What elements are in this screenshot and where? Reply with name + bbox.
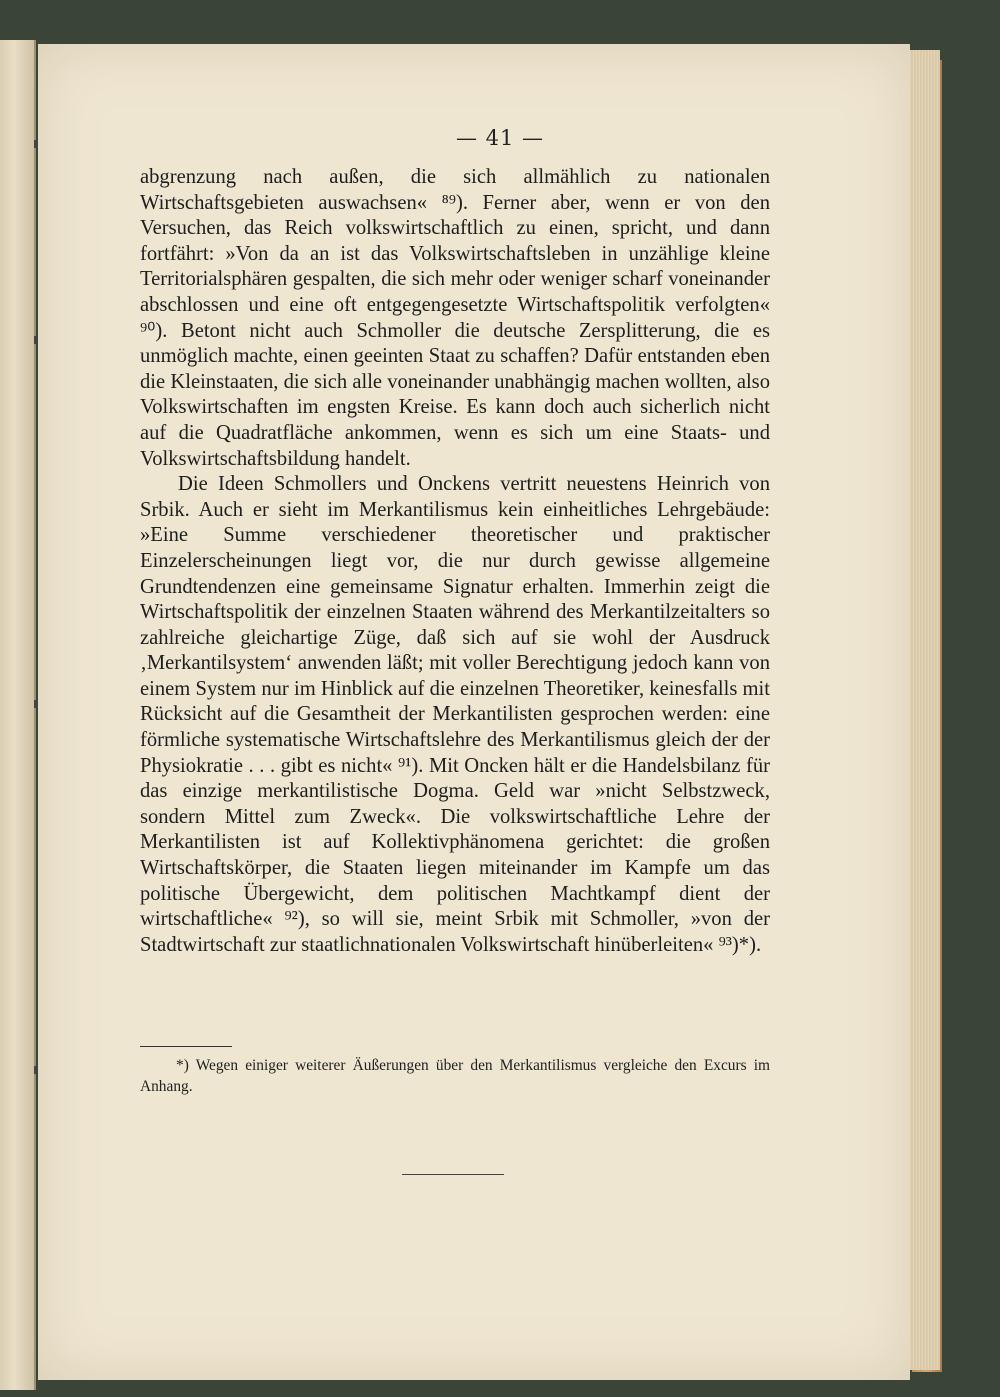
end-rule bbox=[402, 1174, 504, 1175]
footnote: *) Wegen einiger weiterer Äußerungen über den Merkantilismus vergleiche den Excurs im Anhang. bbox=[140, 1057, 770, 1095]
margin-mark bbox=[34, 336, 37, 344]
paragraph: abgrenzung nach außen, die sich allmählich zu nationalen Wirtschaftsgebieten auswachsen« ⁸⁹). Ferner aber, wenn er von den Versuchen, das Reich volkswirtschaftlich zu einen, spricht, und dann fortfährt: »Von da an ist das Volkswirtschaftsleben in unzählige kleine Territorialsphären gespalten, die sich mehr oder weniger scharf voneinander abschlossen und eine oft entgegengesetzte Wirtschaftspolitik verfolgten« ⁹⁰). Betont nicht auch Schmoller die deutsche Zersplitterung, die es unmöglich machte, einen geeinten Staat zu schaffen? Dafür entstanden eben die Kleinstaaten, die sich alle voneinander unabhängig machen wollten, also Volkswirtschaften im engsten Kreise. Es kann doch auch sicherlich nicht auf die Quadratfläche ankommen, wenn es sich um eine Staats- und Volkswirtschaftsbildung handelt. bbox=[140, 166, 770, 470]
paragraph: Die Ideen Schmollers und Onckens vertritt neuestens Heinrich von Srbik. Auch er sieht im Merkantilismus kein einheitliches Lehrgebäude: »Eine Summe verschiedener theoretischer und praktischer Einzelerscheinungen liegt vor, die nur durch gewisse allgemeine Grundtendenzen eine gemeinsame Signatur erhalten. Immerhin zeigt die Wirtschaftspolitik der einzelnen Staaten während des Merkantilzeitalters so zahlreiche gleichartige Züge, daß sich auf sie wohl der Ausdruck ‚Merkantilsystem‘ anwenden läßt; mit voller Berechtigung jedoch kann von einem System nur im Hinblick auf die einzelnen Theoretiker, keinesfalls mit Rücksicht auf die Gesamtheit der Merkantilisten gesprochen werden: eine förmliche systematische Wirtschaftslehre des Merkantilismus gleich der der Physiokratie . . . gibt es nicht« ⁹¹). Mit Oncken hält er die Handelsbilanz für das einzige merkantilistische Dogma. Geld war »nicht Selbstzweck, sondern Mittel zum Zweck«. Die volkswirtschaftliche Lehre der Merkantilisten ist auf Kollektivphänomena gerichtet: die großen Wirtschaftskörper, die Staaten liegen miteinander im Kampfe um das politische Übergewicht, dem politischen Machtkampf dient der wirtschaftliche« ⁹²), so will sie, meint Srbik mit Schmoller, »von der Stadtwirtschaft zur staatlichnationalen Volkswirtschaft hinüberleiten« ⁹³)*). bbox=[140, 473, 770, 956]
margin-mark bbox=[34, 1066, 37, 1074]
footnote-divider bbox=[140, 1046, 232, 1047]
previous-page-edge bbox=[0, 40, 36, 1390]
margin-mark bbox=[34, 700, 37, 708]
page-number: — 41 — bbox=[455, 126, 545, 150]
body-text bbox=[140, 165, 770, 958]
